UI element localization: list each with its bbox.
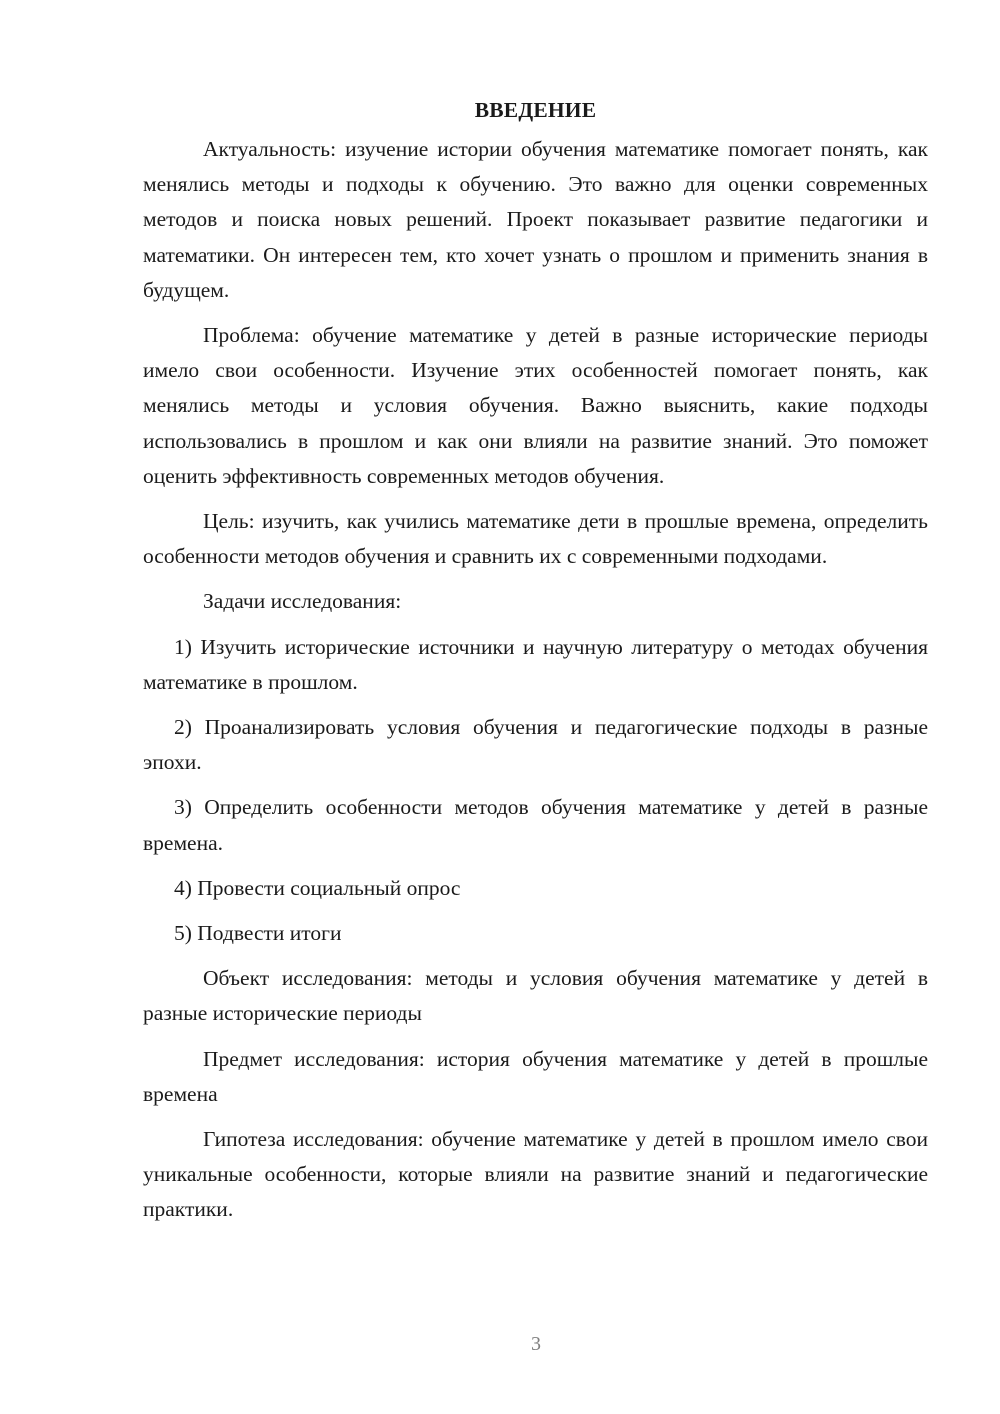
page-number: 3 [531, 1333, 541, 1355]
object-paragraph: Объект исследования: методы и условия обучения математике у детей в разные исторические периоды [143, 966, 928, 1026]
page-content [143, 92, 928, 1238]
page-title: ВВЕДЕНИЕ [474, 98, 597, 122]
task-item-5: 5) Подвести итоги [174, 921, 342, 946]
tasks-title: Задачи исследования: [203, 589, 402, 614]
task-item-2: 2) Проанализировать условия обучения и педагогические подходы в разные эпохи. [143, 715, 928, 775]
task-item-4: 4) Провести социальный опрос [174, 875, 461, 900]
problem-paragraph: Проблема: обучение математике у детей в разные исторические периоды имело свои особенности. Изучение этих особенностей помогает понять, как менялись методы и условия обучения. Важно выяснить, какие подходы использовались в прошлом и как они влияли на развитие знаний. Это поможет оценить эффективность современных методов обучения. [143, 323, 928, 488]
hypothesis-paragraph: Гипотеза исследования: обучение математике у детей в прошлом имело свои уникальные особенности, которые влияли на развитие знаний и педагогические практики. [143, 1127, 928, 1222]
subject-paragraph: Предмет исследования: история обучения математике у детей в прошлые времена [143, 1046, 928, 1106]
tasks-list [143, 630, 928, 952]
task-item-3: 3) Определить особенности методов обучения математике у детей в разные времена. [143, 795, 928, 855]
relevance-paragraph: Актуальность: изучение истории обучения математике помогает понять, как менялись методы и подходы к обучению. Это важно для оценки современных методов и поиска новых решений. Проект показывает развитие педагогики и математики. Он интересен тем, кто хочет узнать о прошлом и применить знания в будущем. [143, 137, 928, 302]
goal-paragraph: Цель: изучить, как учились математике дети в прошлые времена, определить особенности методов обучения и сравнить их с современными подходами. [143, 509, 928, 569]
task-item-1: 1) Изучить исторические источники и научную литературу о методах обучения математике в прошлом. [143, 634, 928, 694]
